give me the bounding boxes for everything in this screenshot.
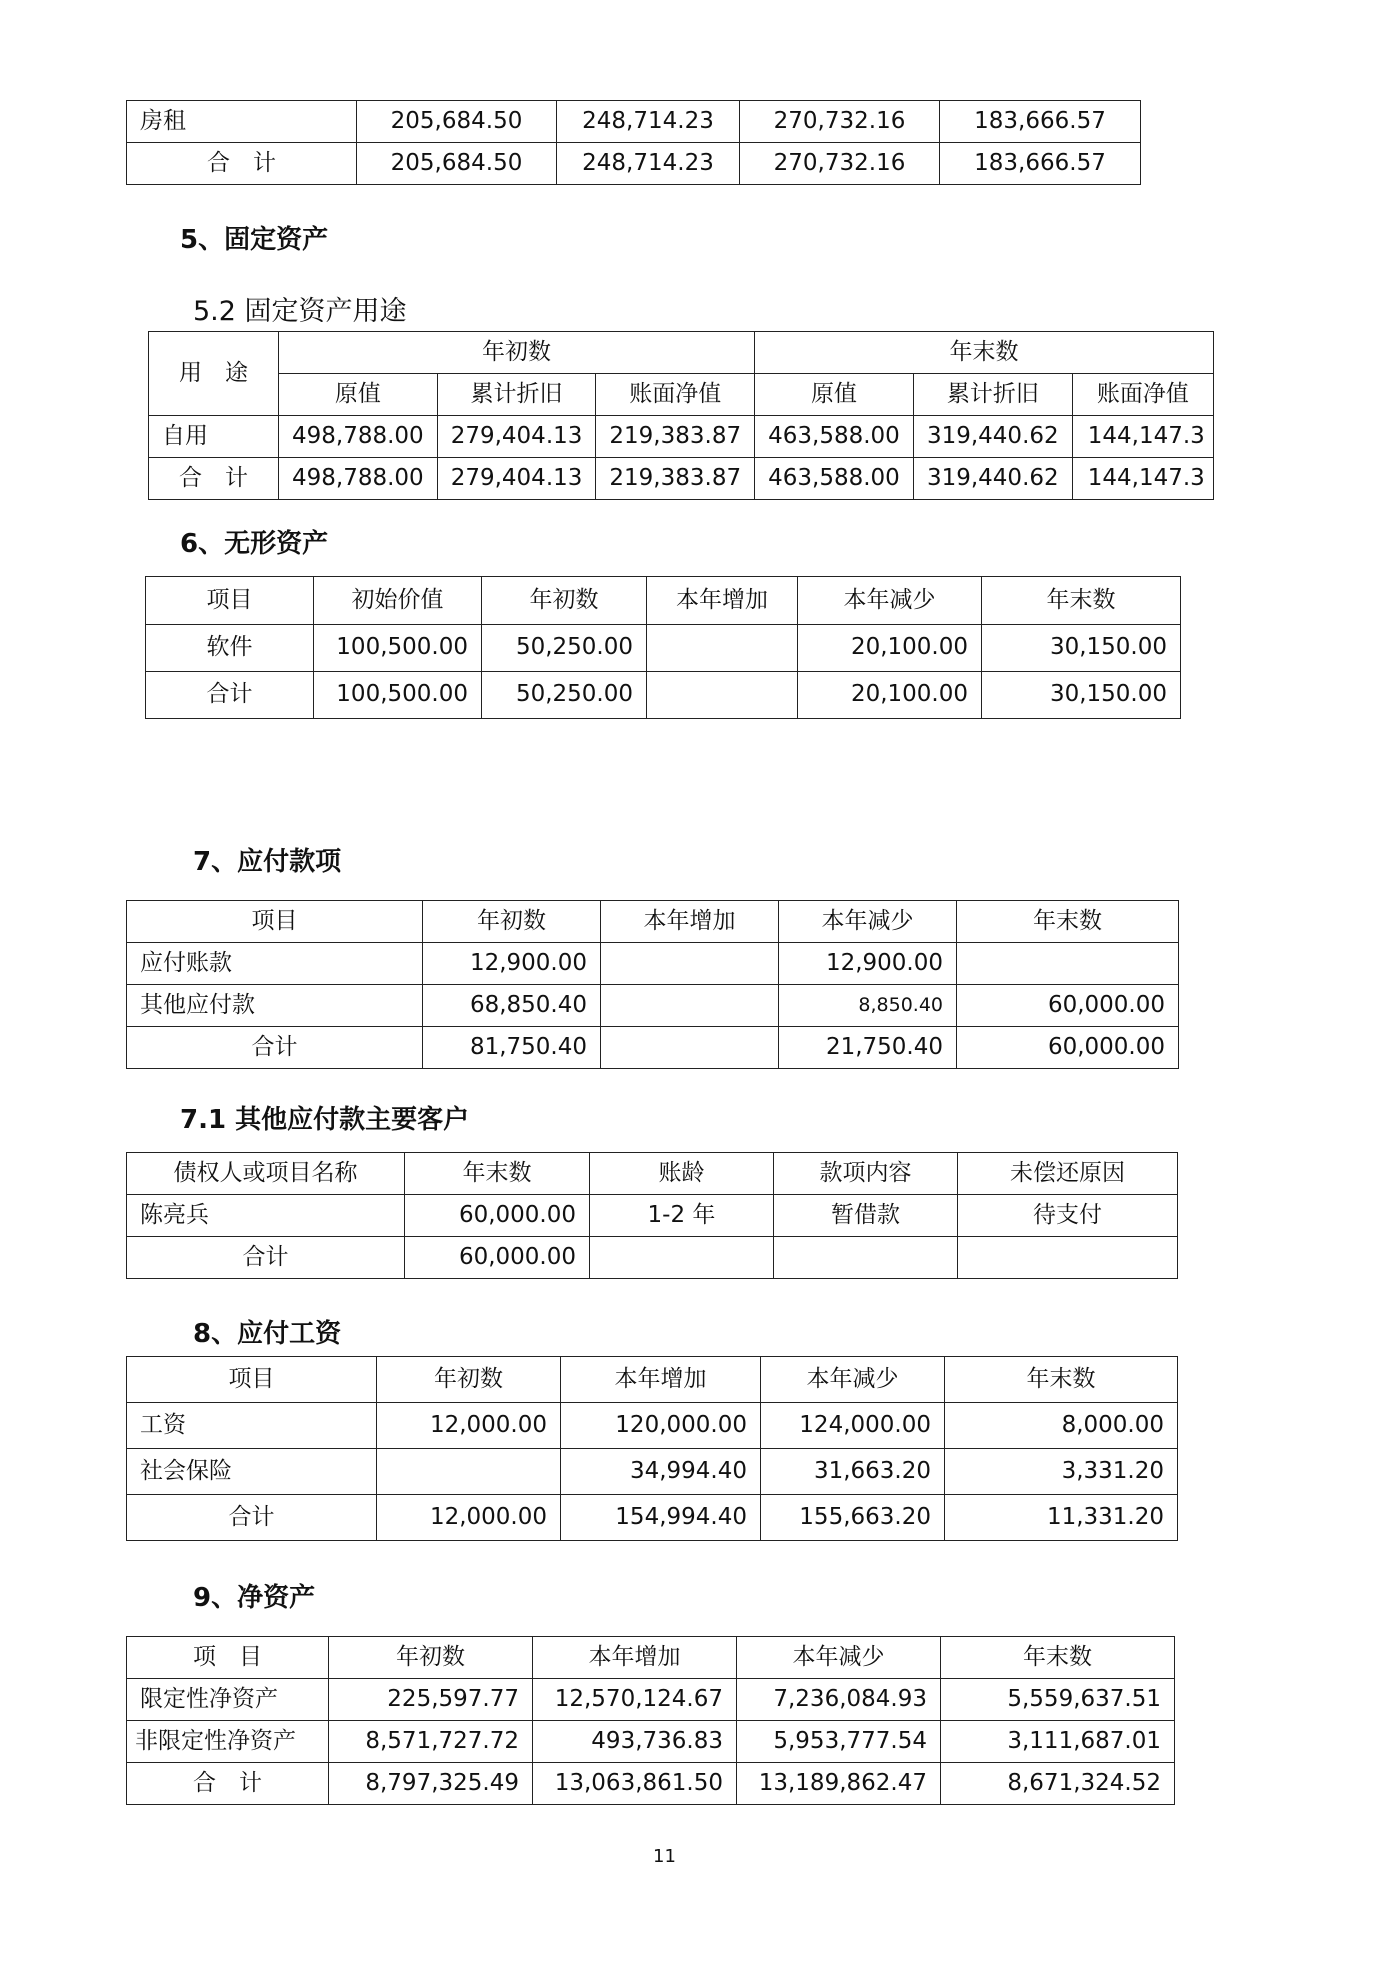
- cell: [957, 943, 1179, 985]
- section-title-wages: 8、应付工资: [193, 1319, 342, 1349]
- header-cell: 账龄: [590, 1153, 774, 1195]
- cell: 463,588.00: [755, 416, 914, 458]
- cell: [647, 625, 798, 672]
- intangible-block: [145, 576, 1181, 719]
- cell: 21,750.40: [779, 1027, 957, 1069]
- row-label: 应付账款: [127, 943, 423, 985]
- subsection-title-fixed-assets-use: 5.2 固定资产用途: [193, 296, 407, 327]
- row-label: 合计: [146, 672, 314, 719]
- row-label: 其他应付款: [127, 985, 423, 1027]
- cell: [647, 672, 798, 719]
- cell: 50,250.00: [482, 625, 647, 672]
- table-row: [149, 416, 1214, 458]
- cell-value-clipped: 144,147.3: [1087, 422, 1205, 449]
- fixed-assets-table: [148, 331, 1214, 500]
- section-title-net-assets: 9、净资产: [193, 1583, 316, 1613]
- cell: [590, 1237, 774, 1279]
- cell: 8,571,727.72: [329, 1721, 533, 1763]
- cell: 20,100.00: [798, 672, 982, 719]
- cell: 493,736.83: [533, 1721, 737, 1763]
- row-label: 合 计: [127, 1763, 329, 1805]
- header-cell: 本年减少: [737, 1637, 941, 1679]
- header-cell: 本年增加: [561, 1357, 761, 1403]
- cell: 50,250.00: [482, 672, 647, 719]
- cell: 12,900.00: [779, 943, 957, 985]
- header-cell: 年末数: [941, 1637, 1175, 1679]
- header-net: 账面净值: [1072, 374, 1213, 416]
- cell: [774, 1237, 958, 1279]
- row-label: 合 计: [149, 458, 279, 500]
- cell: 205,684.50: [357, 143, 557, 185]
- header-cell: 债权人或项目名称: [127, 1153, 405, 1195]
- cell: 待支付: [958, 1195, 1178, 1237]
- cell: 248,714.23: [557, 143, 740, 185]
- cell: 1-2 年: [590, 1195, 774, 1237]
- net-assets-table: [126, 1636, 1175, 1805]
- row-label: 工资: [127, 1403, 377, 1449]
- cell: 248,714.23: [557, 101, 740, 143]
- section-title-intangible: 6、无形资产: [180, 529, 329, 559]
- header-cell: 年末数: [982, 577, 1181, 625]
- page-number: 11: [653, 1846, 676, 1867]
- table-header-row: [149, 332, 1214, 374]
- header-cell: 本年增加: [647, 577, 798, 625]
- cell: 60,000.00: [405, 1237, 590, 1279]
- cell: 30,150.00: [982, 672, 1181, 719]
- cell: [601, 985, 779, 1027]
- cell: 8,671,324.52: [941, 1763, 1175, 1805]
- header-year-end: 年末数: [755, 332, 1214, 374]
- table-row: [127, 143, 1141, 185]
- row-label: 房租: [127, 101, 357, 143]
- section-title-fixed-assets: 5、固定资产: [180, 225, 329, 255]
- header-cell: 年末数: [405, 1153, 590, 1195]
- cell: [377, 1449, 561, 1495]
- cell: 60,000.00: [405, 1195, 590, 1237]
- table-row: [127, 1237, 1178, 1279]
- cell: 7,236,084.93: [737, 1679, 941, 1721]
- cell: 8,000.00: [945, 1403, 1178, 1449]
- header-accum: 累计折旧: [437, 374, 596, 416]
- cell: 81,750.40: [423, 1027, 601, 1069]
- cell: 12,000.00: [377, 1495, 561, 1541]
- cell: 8,797,325.49: [329, 1763, 533, 1805]
- cell: [601, 1027, 779, 1069]
- table-row: [127, 101, 1141, 143]
- row-label: 合计: [127, 1495, 377, 1541]
- cell: 319,440.62: [913, 458, 1072, 500]
- wages-table: [126, 1356, 1178, 1541]
- cell: 12,900.00: [423, 943, 601, 985]
- table-row: [146, 625, 1181, 672]
- cell-value-clipped: 144,147.3: [1087, 464, 1205, 491]
- table-header-row: [127, 901, 1179, 943]
- payables-block: [126, 900, 1179, 1069]
- cell: 183,666.57: [940, 101, 1141, 143]
- cell: 5,953,777.54: [737, 1721, 941, 1763]
- cell: 279,404.13: [437, 458, 596, 500]
- cell: 12,570,124.67: [533, 1679, 737, 1721]
- header-net: 账面净值: [596, 374, 755, 416]
- net-assets-block: [126, 1636, 1175, 1805]
- cell: 183,666.57: [940, 143, 1141, 185]
- cell: 34,994.40: [561, 1449, 761, 1495]
- row-label: 软件: [146, 625, 314, 672]
- header-cell: 年初数: [423, 901, 601, 943]
- header-cell: 年末数: [945, 1357, 1178, 1403]
- table-row: [127, 943, 1179, 985]
- cell: 3,111,687.01: [941, 1721, 1175, 1763]
- header-cell: 年末数: [957, 901, 1179, 943]
- cell: 279,404.13: [437, 416, 596, 458]
- cell: 60,000.00: [957, 985, 1179, 1027]
- row-label: 限定性净资产: [127, 1679, 329, 1721]
- table-row: [127, 1027, 1179, 1069]
- table-row: [127, 1679, 1175, 1721]
- header-cell: 本年增加: [601, 901, 779, 943]
- cell: [601, 943, 779, 985]
- header-cell: 年初数: [377, 1357, 561, 1403]
- cell: 205,684.50: [357, 101, 557, 143]
- cell: 暂借款: [774, 1195, 958, 1237]
- table-row: [127, 1449, 1178, 1495]
- cell: 13,189,862.47: [737, 1763, 941, 1805]
- cell: 219,383.87: [596, 458, 755, 500]
- header-orig: 原值: [279, 374, 438, 416]
- cell: 8,850.40: [779, 985, 957, 1027]
- table-row: [127, 1721, 1175, 1763]
- table-row: [127, 1495, 1178, 1541]
- cell: 3,331.20: [945, 1449, 1178, 1495]
- subsection-title-other-payables: 7.1 其他应付款主要客户: [180, 1105, 470, 1135]
- row-label: 非限定性净资产: [127, 1721, 329, 1763]
- cell: 463,588.00: [755, 458, 914, 500]
- table-header-row: [127, 1357, 1178, 1403]
- cell: 13,063,861.50: [533, 1763, 737, 1805]
- other-payables-table: [126, 1152, 1178, 1279]
- cell: 498,788.00: [279, 458, 438, 500]
- table-row: [127, 1763, 1175, 1805]
- cell: 30,150.00: [982, 625, 1181, 672]
- cell: 11,331.20: [945, 1495, 1178, 1541]
- cell: 154,994.40: [561, 1495, 761, 1541]
- table-row: [127, 985, 1179, 1027]
- fixed-assets-block: [148, 331, 1214, 500]
- header-cell: 本年减少: [761, 1357, 945, 1403]
- other-payables-block: [126, 1152, 1178, 1279]
- header-cell: 初始价值: [314, 577, 482, 625]
- table-header-row: [127, 1637, 1175, 1679]
- header-cell: 未偿还原因: [958, 1153, 1178, 1195]
- cell: 31,663.20: [761, 1449, 945, 1495]
- header-cell: 款项内容: [774, 1153, 958, 1195]
- section-title-payables: 7、应付款项: [193, 847, 342, 877]
- cell: 270,732.16: [740, 101, 940, 143]
- cell: 219,383.87: [596, 416, 755, 458]
- table-row: [146, 672, 1181, 719]
- rent-table-block: [126, 100, 1141, 185]
- cell: 225,597.77: [329, 1679, 533, 1721]
- table-header-row: [146, 577, 1181, 625]
- row-label: 合 计: [127, 143, 357, 185]
- header-cell: 项目: [127, 1357, 377, 1403]
- header-orig: 原值: [755, 374, 914, 416]
- header-accum: 累计折旧: [913, 374, 1072, 416]
- cell: 319,440.62: [913, 416, 1072, 458]
- table-header-row: [127, 1153, 1178, 1195]
- cell: 5,559,637.51: [941, 1679, 1175, 1721]
- row-label: 自用: [149, 416, 279, 458]
- header-cell: 本年增加: [533, 1637, 737, 1679]
- rent-table: [126, 100, 1141, 185]
- header-cell: 本年减少: [779, 901, 957, 943]
- table-row: [127, 1195, 1178, 1237]
- row-label: 陈亮兵: [127, 1195, 405, 1237]
- intangible-table: [145, 576, 1181, 719]
- header-cell: 项目: [146, 577, 314, 625]
- cell: [1072, 458, 1213, 500]
- cell: 100,500.00: [314, 672, 482, 719]
- cell: 155,663.20: [761, 1495, 945, 1541]
- cell: [1072, 416, 1213, 458]
- cell: 120,000.00: [561, 1403, 761, 1449]
- row-label: 合计: [127, 1237, 405, 1279]
- cell: 60,000.00: [957, 1027, 1179, 1069]
- cell: 100,500.00: [314, 625, 482, 672]
- cell: 124,000.00: [761, 1403, 945, 1449]
- wages-block: [126, 1356, 1178, 1541]
- cell: 12,000.00: [377, 1403, 561, 1449]
- header-cell: 项 目: [127, 1637, 329, 1679]
- header-year-begin: 年初数: [279, 332, 755, 374]
- cell: 20,100.00: [798, 625, 982, 672]
- header-use: 用 途: [149, 332, 279, 416]
- row-label: 社会保险: [127, 1449, 377, 1495]
- header-cell: 年初数: [329, 1637, 533, 1679]
- header-cell: 本年减少: [798, 577, 982, 625]
- cell: 270,732.16: [740, 143, 940, 185]
- cell: [958, 1237, 1178, 1279]
- cell: 498,788.00: [279, 416, 438, 458]
- cell: 68,850.40: [423, 985, 601, 1027]
- table-header-row: [149, 374, 1214, 416]
- header-cell: 年初数: [482, 577, 647, 625]
- payables-table: [126, 900, 1179, 1069]
- header-cell: 项目: [127, 901, 423, 943]
- row-label: 合计: [127, 1027, 423, 1069]
- table-row: [127, 1403, 1178, 1449]
- table-row: [149, 458, 1214, 500]
